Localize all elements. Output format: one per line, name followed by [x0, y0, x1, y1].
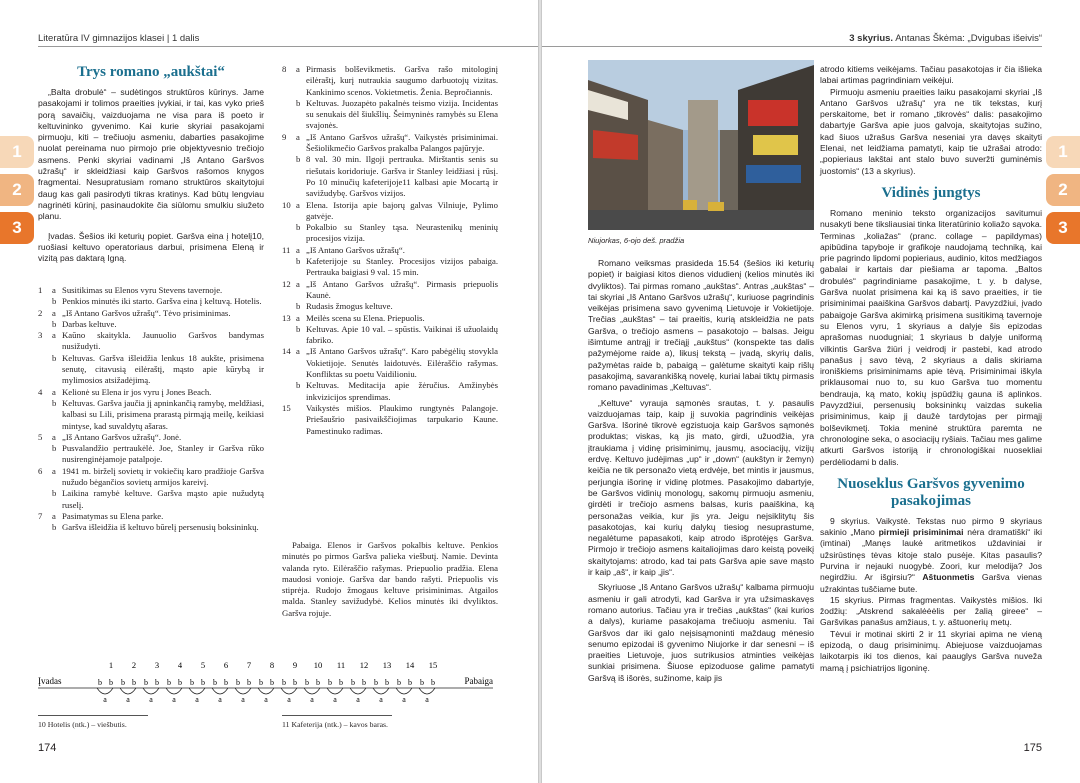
diagram-b-mark: b	[270, 678, 274, 687]
outline-text: Vaikystės mišios. Plaukimo rungtynės Palangoje. Priešaušrio pasivaikščiojimas tarpukario Kaune. Pamestinuko radimas.	[306, 402, 498, 436]
book-part: 1 dalis	[171, 33, 200, 44]
outline-chapter-number	[38, 522, 52, 533]
outline-chapter-number	[282, 98, 296, 132]
outline-text: Penkios minutės iki starto. Garšva eina į keltuvą. Hotelis.	[62, 296, 262, 307]
outline-part-letter: b	[52, 318, 57, 329]
diagram-a-mark: a	[402, 695, 406, 704]
diagram-loop	[189, 688, 205, 694]
outline-chapter-number: 12	[282, 278, 291, 289]
outline-item	[38, 511, 264, 522]
outline-item	[282, 301, 498, 312]
diagram-chapter-number: 14	[405, 660, 415, 670]
diagram-loop	[327, 688, 343, 694]
diagram-b-mark: b	[408, 678, 412, 687]
diagram-a-mark: a	[310, 695, 314, 704]
outline-part-letter: a	[296, 346, 300, 357]
outline-chapter-number	[38, 398, 52, 432]
paragraph: atrodo kitiems veikėjams. Tačiau pasakotojas ir čia išlieka labai artimas pagrindiniam veikėjui.	[820, 64, 1042, 86]
outline-text: Kelionė su Elena ir jos vyru į Jones Beach.	[62, 386, 212, 397]
diagram-a-mark: a	[379, 695, 383, 704]
chapter-tab-1[interactable]: 1	[1046, 136, 1080, 168]
outline-item	[38, 466, 264, 489]
outline-item	[282, 279, 498, 302]
outline-chapter-number: 15	[282, 402, 291, 413]
book-title: Literatūra IV gimnazijos klasei	[38, 33, 165, 44]
chapter-number: 3 skyrius.	[849, 33, 894, 44]
diagram-b-mark: b	[201, 678, 205, 687]
chapter-tabs-left	[0, 136, 34, 250]
outline-list-1	[38, 285, 264, 534]
diagram-end-label: Pabaiga	[464, 676, 493, 686]
right-running-header	[849, 33, 1042, 44]
outline-part-letter: b	[52, 443, 57, 454]
diagram-b-mark: b	[362, 678, 366, 687]
diagram-b-mark: b	[167, 678, 171, 687]
diagram-b-mark: b	[178, 678, 182, 687]
diagram-chapter-number: 1	[108, 660, 114, 670]
header-rule-right	[542, 46, 1042, 47]
outline-chapter-number	[38, 353, 52, 387]
outline-chapter-number: 6	[38, 465, 43, 476]
diagram-b-mark: b	[213, 678, 217, 687]
outline-text: Pokalbio su Stanley tąsa. Neurastenikų meninių procesijos vizija.	[306, 222, 498, 244]
outline-item	[38, 432, 264, 443]
diagram-loop	[281, 688, 297, 694]
diagram-b-mark: b	[293, 678, 297, 687]
diagram-chapter-number: 9	[292, 660, 298, 670]
chapter-tab-2[interactable]: 2	[1046, 174, 1080, 206]
diagram-a-mark: a	[356, 695, 360, 704]
outline-chapter-number	[282, 380, 296, 403]
intro-paragraph: „Balta drobulė“ – sudėtingos struktūros kūrinys. Jame pasakojami ir tolimos praeities įvykiai, ir tai, kas vyko prieš porą savaičių, vaizduojama ne visa para iš poeto ir keltuvininko gyvenimo. Kai kurie skyriai pasakojami pirmuoju, kiti – trečiuoju asmeniu, dabarties pasakojime nuolat pereinama nuo pirmojo prie objektyvesnio trečiojo asmens. Penki skyriai vadinami „Iš Antano Garšvos užrašų“ ir skleidžiasi kaip Garšvos rašomos knygos fragmentai. Nesupratusiam romano struktūros skaitytojui daug kas gali pasirodyti tikras kratinys. Kad būtų lengviau nagrinėti kūrinį, pasinaudokite čia siūlomu smulkiu siužeto planu.	[38, 87, 264, 222]
paragraph: „Keltuve“ vyrauja sąmonės srautas, t. y. pasaulis vaizduojamas taip, kaip jį suvokia pagrindinis veikėjas Garšva. Išorinė tikrovė egzistuoja kaip Garšvos sąmonės produktas; viskas, ką jis mato, girdi, užuodžia, yra įtraukiama į vidinę prisiminimų, jausmų, asociacijų, vizijų erdvę. Keltuvo judėjimas „up“ ir „down“ (aukštyn ir žemyn) keičia ne tik personažo vietą erdvėje, bet mintis ir jausmus, perjungia išorinę ir vidinę plotmes. Pasakojimo dabartyje, be Garšvos vidinių monologų, sakomų pirmuoju asmeniu, girdėti ir trečiojo asmens balsas, kuris paaiškina, ką personažas veikia, kur jis yra. Jeigu nejsiklitytų šis pasakotojas, kai kurių dalykų tiesiog nesuprastume, negalėtume papasakoti, kaip atrodo išprotėjęs Garšva. Pirmojo ir trečiojo asmens kaitaliojimas daro keistą poveikį skaitytojams: atrodo, kad tai pats Garšva apie save mąsto ir kaip „aš“, ir kaip „jis“.	[588, 397, 814, 578]
outline-item	[282, 64, 498, 98]
diagram-b-mark: b	[374, 678, 378, 687]
outline-part-letter: b	[52, 352, 57, 363]
diagram-chapter-number: 8	[269, 660, 275, 670]
diagram-chapter-number: 11	[336, 660, 346, 670]
header-rule	[38, 46, 538, 47]
outline-text: Keltuvas. Apie 10 val. – spūstis. Vaikinai iš užuolaidų fabriko.	[306, 323, 498, 346]
diagram-chapter-number: 5	[200, 660, 206, 670]
paragraph: Romano meninio teksto organizacijos savitumui nusakyti bene tiksliausiai tinka literatūrinio koliažo sąvoka. Terminas „koliažas“ (pranc. collage – papildymas) apibūdina tapyboje ir grafikoje naudojamą techniką, kai prie pagrindo lipdomi popieriaus, audinio, kitos medžiagos gabalai ir kartais dar piešiama ar tapoma. „Baltos drobulės“ pagrindiniame pasakojime, t. y. b dalyse, Garšva nuolat prisimena kai ką iš savo praeities, ir tie prisiminimai paaiškina Garšvos dabartį. Pavyzdžiui, įvado pabaigoje Garšva akimirką prisimena susitikimą tavernoje su Elenos vyru, 1 skyriaus a dalyje šis epizodas aprašomas nuodugniai; 1 skyriaus b dalyje uniformą vilkintis Garšva žiūri į veidrodį ir pastebi, kad atrodo panašus į savo tėvą, 2 skyriaus a dalis skiriama ironiškiems prisiminimams apie tėvą. Prisiminimai iškyla priklausomai nuo to, su kuo Garšva tuo momentu bendrauja, ką mato, kokių įspūdžių gauna iš aplinkos. Pavyzdžiui, persenusių boksininkų vaizdas sukelia prisiminimus, kaip jį daužė tardytojas per pirmąjį bolševikmetį. Tokia meninė struktūra paremta ne chronologine seka, o asociacijų ryšiais. Tačiau mes galime atkurti Garšvos istoriją ir chronologiškai nuosekliai perdėliodami b dalis.	[820, 207, 1042, 467]
photo-caption: Niujorkas, 6-ojo deš. pradžia	[588, 236, 685, 245]
outline-part-letter: b	[296, 323, 301, 334]
diagram-start-label: Įvadas	[38, 676, 62, 686]
diagram-a-mark: a	[172, 695, 176, 704]
diagram-a-mark: a	[333, 695, 337, 704]
outline-text: „Iš Antano Garšvos užrašų“. Tėvo prisiminimas.	[62, 307, 231, 318]
diagram-b-mark: b	[98, 678, 102, 687]
diagram-chapter-number: 2	[131, 660, 137, 670]
diagram-chapter-number: 15	[428, 660, 438, 670]
diagram-b-mark: b	[397, 678, 401, 687]
diagram-b-mark: b	[144, 678, 148, 687]
ending-paragraph: Pabaiga. Elenos ir Garšvos pokalbis keltuve. Penkios minutės po pirmos Garšva palieka viešbutį. Namie. Devinta valanda ryto. Eilėraščio rašymas. Priepuolio pradžia. Elena maudosi vonioje. Garšva dar bando rašyti. Priepuolis vis stiprėja. Rudojo žmogaus keltuve prisiminimas. Atgailos malda. Stanley savižudybė. Kelios minutės iki dvyliktos. Garšva rojuje.	[282, 540, 498, 618]
chapter-tab-2[interactable]: 2	[0, 174, 34, 206]
diagram-b-mark: b	[431, 678, 435, 687]
outline-text: 8 val. 30 min. Ilgoji pertrauka. Mirštantis senis su riešutais koridoriuje. Garšva ir Stanley leidžiasi į rūsį. Po 10 minučių kafeterijoje11 kalbasi apie Mocartą ir savižudybę. Garšvos vizijos.	[306, 154, 498, 199]
left-running-header: Literatūra IV gimnazijos klasei | 1 dalis	[38, 33, 200, 44]
outline-chapter-number	[282, 324, 296, 347]
diagram-a-mark: a	[218, 695, 222, 704]
paragraph: 15 skyrius. Pirmas fragmentas. Vaikystės mišios. Iki žodžių: „Atskrend sakalėėėlis per žalią gireee“ – Garšvikas panašus amžiaus, t. y. aštuonerių metų.	[820, 594, 1042, 628]
structure-diagram	[38, 660, 498, 710]
diagram-a-mark: a	[241, 695, 245, 704]
outline-item	[282, 200, 498, 223]
outline-part-letter: a	[52, 330, 56, 341]
outline-chapter-number: 5	[38, 431, 43, 442]
diagram-loop	[235, 688, 251, 694]
outline-part-letter: b	[296, 301, 301, 312]
chapter-tab-3[interactable]: 3	[0, 212, 34, 244]
diagram-a-mark: a	[287, 695, 291, 704]
outline-part-letter: a	[52, 307, 56, 318]
section-heading: Vidinės jungtys	[881, 184, 981, 201]
paragraph: Romano veiksmas prasideda 15.54 (šešios iki keturių popiet) ir baigiasi kitos dienos vidudienį (kelios minutės iki dvyliktos). Tai pirmas romano „aukštas“. Antras „aukštas“ – tai skyriai „Iš Antano Garšvos užrašų“, kuriuose pagrindinis veikėjas prisimena savo gyvenimą Lietuvoje ir Vokietijoje. Trečias „aukštas“ – tai praeitis, kurią atskleidžia ne pats Garšva, o trečiojo asmens – pasakotojo – balsas. Jeigu išimtume antrąjį ir trečiąjį „aukštus“ (konspekte tas dalis pažymėjome raide a), likusį tekstą – įvadą, skyrių dalis, pažymėtas raide b, pabaigą – galėtume skaityti kaip rišlų pasakojimą, savarankišką novelę, kuriai labai tiktų pirmasis romano pavadinimas „Keltuvas“.	[588, 258, 814, 393]
outline-item	[38, 308, 264, 319]
outline-part-letter: b	[296, 256, 301, 267]
diagram-b-mark: b	[132, 678, 136, 687]
diagram-a-mark: a	[103, 695, 107, 704]
outline-text: Keltuvas. Garšva išleidžia lenkus 18 aukšte, prisimena senutę, citavusią eilėraštį, mąsto apie kūrybą ir mylimosios atsižadėjimą.	[62, 352, 264, 386]
outline-text: Pusvalandžio pertraukėlė. Joe, Stanley ir Garšva rūko nusirenginėjamoje patalpoje.	[62, 443, 264, 465]
diagram-b-mark: b	[351, 678, 355, 687]
outline-part-letter: a	[296, 244, 300, 255]
diagram-loop	[120, 688, 136, 694]
outline-part-letter: b	[296, 97, 301, 108]
paragraph: Tėvui ir motinai skirti 2 ir 11 skyriai apima ne vieną epizodą, o daug prisiminimų. Abiejuose vaizduojamas laikotarpis iki tos dienos, kai paauglys Garšva nuveža mamą į psichiatrijos ligoninę.	[820, 628, 1042, 673]
outline-text: „Iš Antano Garšvos užrašų“. Pirmasis priepuolis Kaunė.	[306, 278, 498, 300]
outline-chapter-number: 13	[282, 312, 291, 323]
chapter-tab-1[interactable]: 1	[0, 136, 34, 168]
section-heading: Nuoseklus Garšvos gyvenimo	[837, 475, 1025, 492]
outline-text: Pirmasis bolševikmetis. Garšva rašo mitologinį eilėraštį, kurį nutraukia saugumo darbuotojų vizitas. Kankinimo scenos. Vokietmetis. Ženia. Bepročiannis.	[306, 64, 498, 97]
chapter-tab-3[interactable]: 3	[1046, 212, 1080, 244]
outline-item	[282, 346, 498, 380]
diagram-loop	[143, 688, 159, 694]
diagram-a-mark: a	[149, 695, 153, 704]
outline-part-letter: b	[52, 488, 57, 499]
outline-text: „Iš Antano Garšvos užrašų“. Karo pabėgėlių stovykla Vokietijoje. Senutės laidotuvės. Eilėraščio rašymas. Konfliktas su poetu Vaidilioniu.	[306, 346, 498, 380]
diagram-b-mark: b	[109, 678, 113, 687]
outline-list-2	[282, 64, 498, 437]
outline-text: Pasimatymas su Elena parke.	[62, 510, 164, 521]
outline-chapter-number: 14	[282, 346, 291, 357]
diagram-b-mark: b	[305, 678, 309, 687]
diagram-chapter-number: 6	[223, 660, 229, 670]
diagram-a-mark: a	[195, 695, 199, 704]
outline-text: Keltuvas. Garšva jaučia jį apninkančią ramybę, meldžiasi, kalbasi su Lili, prisimena prarastą pirmąją meilę, keikiasi mintyse, kad suvaldytų ašaras.	[62, 397, 264, 431]
outline-chapter-number	[282, 222, 296, 245]
outline-chapter-number	[282, 154, 296, 199]
footnote-11: 11 Kafeterija (ntk.) – kavos baras.	[282, 720, 389, 729]
diagram-chapter-number: 12	[359, 660, 369, 670]
diagram-b-mark: b	[121, 678, 125, 687]
diagram-b-mark: b	[420, 678, 424, 687]
diagram-b-mark: b	[328, 678, 332, 687]
outline-part-letter: b	[296, 380, 301, 391]
outline-text: „Iš Antano Garšvos užrašų“.	[306, 244, 405, 255]
diagram-loop	[97, 688, 113, 694]
outline-text: Laikina ramybė keltuve. Garšva mąsto apie nužudytą ruselį.	[62, 488, 264, 510]
diagram-chapter-number: 13	[382, 660, 392, 670]
outline-part-letter: a	[52, 465, 56, 476]
diagram-b-mark: b	[385, 678, 389, 687]
diagram-a-mark: a	[425, 695, 429, 704]
outline-chapter-number: 3	[38, 330, 43, 341]
paragraph: 9 skyrius. Vaikystė. Tekstas nuo pirmo 9 skyriaus sakinio „Mano pirmieji prisiminimai nėra dramatiški“ iki (imtinai) „Manęs laukė aritmetikos uždaviniai ir užsirūstinęs tėvas kitoje stalo pusėje. Kitas pasaulis? Purvina ir nejauki nuogybė. Zoori, kur melodija? Jos negirdžiu. Ar išgirsiu?“ Aštuonmetis Garšva vienas užrakintas tuščiame bute.	[820, 515, 1042, 594]
diagram-a-mark: a	[264, 695, 268, 704]
outline-part-letter: a	[52, 510, 56, 521]
outline-item	[282, 403, 498, 437]
page-number-left: 174	[38, 742, 57, 754]
outline-text: 1941 m. birželį sovietų ir vokiečių karo pradžioje Garšva nužudo bėgančios sovietų armijos kareivį.	[62, 465, 264, 488]
outline-text: Keltuvas. Meditacija apie žėručius. Amžinybės inkvizicijos sprendimas.	[306, 380, 498, 402]
diagram-loop	[212, 688, 228, 694]
outline-part-letter: a	[296, 312, 300, 323]
outline-part-letter: a	[296, 131, 300, 142]
outline-item	[282, 256, 498, 279]
diagram-chapter-number: 4	[177, 660, 183, 670]
outline-text: Garšva išleidžia iš keltuvo būrelį persenusių boksininkų.	[62, 522, 259, 533]
outline-item	[282, 154, 498, 199]
page-number-right: 175	[1023, 742, 1042, 754]
outline-chapter-number	[282, 301, 296, 312]
diagram-loop	[419, 688, 435, 694]
outline-item	[282, 324, 498, 347]
outline-item	[38, 443, 264, 466]
outline-chapter-number: 11	[282, 244, 291, 255]
diagram-loop	[166, 688, 182, 694]
outline-chapter-number: 9	[282, 131, 287, 142]
diagram-b-mark: b	[247, 678, 251, 687]
outline-part-letter: a	[52, 431, 56, 442]
outline-part-letter: a	[52, 386, 56, 397]
outline-part-letter	[296, 403, 306, 437]
outline-part-letter: b	[52, 296, 57, 307]
outline-item	[38, 285, 264, 296]
outline-part-letter: a	[296, 64, 300, 74]
outline-part-letter: b	[296, 222, 301, 233]
outline-item	[38, 387, 264, 398]
outline-chapter-number	[38, 296, 52, 307]
outline-item	[38, 488, 264, 511]
outline-item	[38, 319, 264, 330]
chapter-tabs-right	[1046, 136, 1080, 250]
outline-text: Susitikimas su Elenos vyru Stevens tavernoje.	[62, 285, 223, 295]
outline-text: Keltuvas. Juozapėto pakalnės teismo vizija. Incidentas su senukais dėl šiukšlių. Šeimyninės ramybės su Elena svajonės.	[306, 97, 498, 131]
outline-text: Elena. Istorija apie bajorų galvas Vilniuje, Pylimo gatvėje.	[306, 199, 498, 221]
outline-chapter-number: 7	[38, 510, 43, 521]
outline-part-letter: a	[296, 199, 300, 210]
outline-text: „Iš Antano Garšvos užrašų“. Jonė.	[62, 431, 182, 442]
left-page	[0, 0, 538, 783]
right-column-1	[588, 258, 814, 684]
outline-item	[38, 353, 264, 387]
outline-item	[282, 132, 498, 155]
outline-part-letter: b	[296, 154, 301, 165]
times-square-photo	[588, 60, 814, 230]
right-column-2	[820, 64, 1042, 674]
outline-intro: Įvadas. Šešios iki keturių popiet. Garšva eina į hotelį10, ruošiasi keltuvo operatoriaus darbui, prisimena Eleną ir vizitą pas daktarą Igną.	[38, 230, 264, 264]
diagram-b-mark: b	[282, 678, 286, 687]
outline-item	[38, 398, 264, 432]
outline-part-letter: b	[52, 397, 57, 408]
outline-item	[282, 313, 498, 324]
outline-item	[282, 98, 498, 132]
footnote-10: 10 Hotelis (ntk.) – viešbutis.	[38, 720, 127, 729]
diagram-b-mark: b	[155, 678, 159, 687]
diagram-chapter-number: 3	[154, 660, 160, 670]
diagram-b-mark: b	[236, 678, 240, 687]
diagram-b-mark: b	[190, 678, 194, 687]
outline-item	[282, 380, 498, 403]
diagram-b-mark: b	[339, 678, 343, 687]
footnote-rule-2	[282, 715, 392, 716]
paragraph: Pirmuoju asmeniu praeities laiku pasakojami skyriai „Iš Antano Garšvos užrašų“ yra ne tik tekstas, kurį perskaitome, bet ir romano „tikrovės“ dalis: pasakojimo dabartyje Garšva apie juos galvoja, skaitytojas sužino, kad šiuos užrašus Garšva neseniai yra davęs skaityti Elenai, net leidžiama pamatyti, kaip tie užrašai atrodo: „popieriaus lakštai ant stalo buvo suveržti guminėmis juostomis“ (13 a skyrius).	[820, 86, 1042, 176]
diagram-loop	[304, 688, 320, 694]
outline-item	[38, 330, 264, 353]
paragraph: Skyriuose „Iš Antano Garšvos užrašų“ kalbama pirmuoju asmeniu ir gali atrodyti, kad Garšva ir yra užsimaskavęs romano autorius. Tačiau yra ir trečias „aukštas“ (kai kurios a dalys), kuriame pasakojama trečiuoju asmeniu. Tai Garšvos dar iki galo neįsisąmoninti maždaug mėnesio senumo epizodai iš gyvenimo Niujorke ir dar senesni – iš praeities Lietuvoje, juos sutrikusios atminties veikėjas sunkiai prisimena. Šiuose epizoduose galime pamatyti Garšvą iš išorės, sužinome, kaip jis	[588, 582, 814, 683]
outline-item	[38, 296, 264, 307]
left-column-1	[38, 64, 264, 264]
diagram-chapter-number: 7	[246, 660, 252, 670]
diagram-loop	[373, 688, 389, 694]
outline-part-letter: a	[296, 278, 300, 289]
outline-text: Kaūno skaitykla. Jaunuolio Garšvos bandymas nusižudyti.	[62, 330, 264, 352]
outline-item	[282, 245, 498, 256]
outline-text: Darbas keltuve.	[62, 318, 117, 329]
diagram-b-mark: b	[259, 678, 263, 687]
diagram-loop	[258, 688, 274, 694]
outline-chapter-number: 8	[282, 64, 287, 74]
outline-chapter-number	[38, 488, 52, 511]
outline-text: Rudasis žmogus keltuve.	[306, 301, 393, 312]
outline-chapter-number: 10	[282, 199, 291, 210]
outline-chapter-number: 4	[38, 386, 43, 397]
chapter-title: Antanas Škėma: „Dvigubas išeivis“	[895, 33, 1042, 44]
outline-part-letter: a	[52, 285, 56, 295]
outline-chapter-number	[282, 256, 296, 279]
diagram-b-mark: b	[316, 678, 320, 687]
outline-item	[38, 522, 264, 533]
outline-text: Kafeterijoje su Stanley. Procesijos vizijos pabaiga. Pertrauka baigiasi 9 val. 15 min.	[306, 256, 498, 278]
outline-chapter-number	[38, 319, 52, 330]
diagram-loop	[350, 688, 366, 694]
outline-chapter-number	[38, 443, 52, 466]
outline-item	[282, 222, 498, 245]
diagram-loop	[396, 688, 412, 694]
section-heading: pasakojimas	[890, 492, 972, 509]
outline-text: Meilės scena su Elena. Priepuolis.	[306, 312, 425, 323]
section-heading: Trys romano „aukštai“	[77, 64, 225, 80]
outline-text: „Iš Antano Garšvos užrašų“. Vaikystės prisiminimai. Šešiolikmečio Garšvos prakalba Palangos pajūryje.	[306, 131, 498, 154]
outline-chapter-number: 2	[38, 307, 43, 318]
diagram-b-mark: b	[224, 678, 228, 687]
diagram-chapter-number: 10	[313, 660, 323, 670]
diagram-a-mark: a	[126, 695, 130, 704]
outline-part-letter: b	[52, 522, 57, 533]
outline-chapter-number: 1	[38, 285, 43, 295]
footnote-rule-1	[38, 715, 148, 716]
